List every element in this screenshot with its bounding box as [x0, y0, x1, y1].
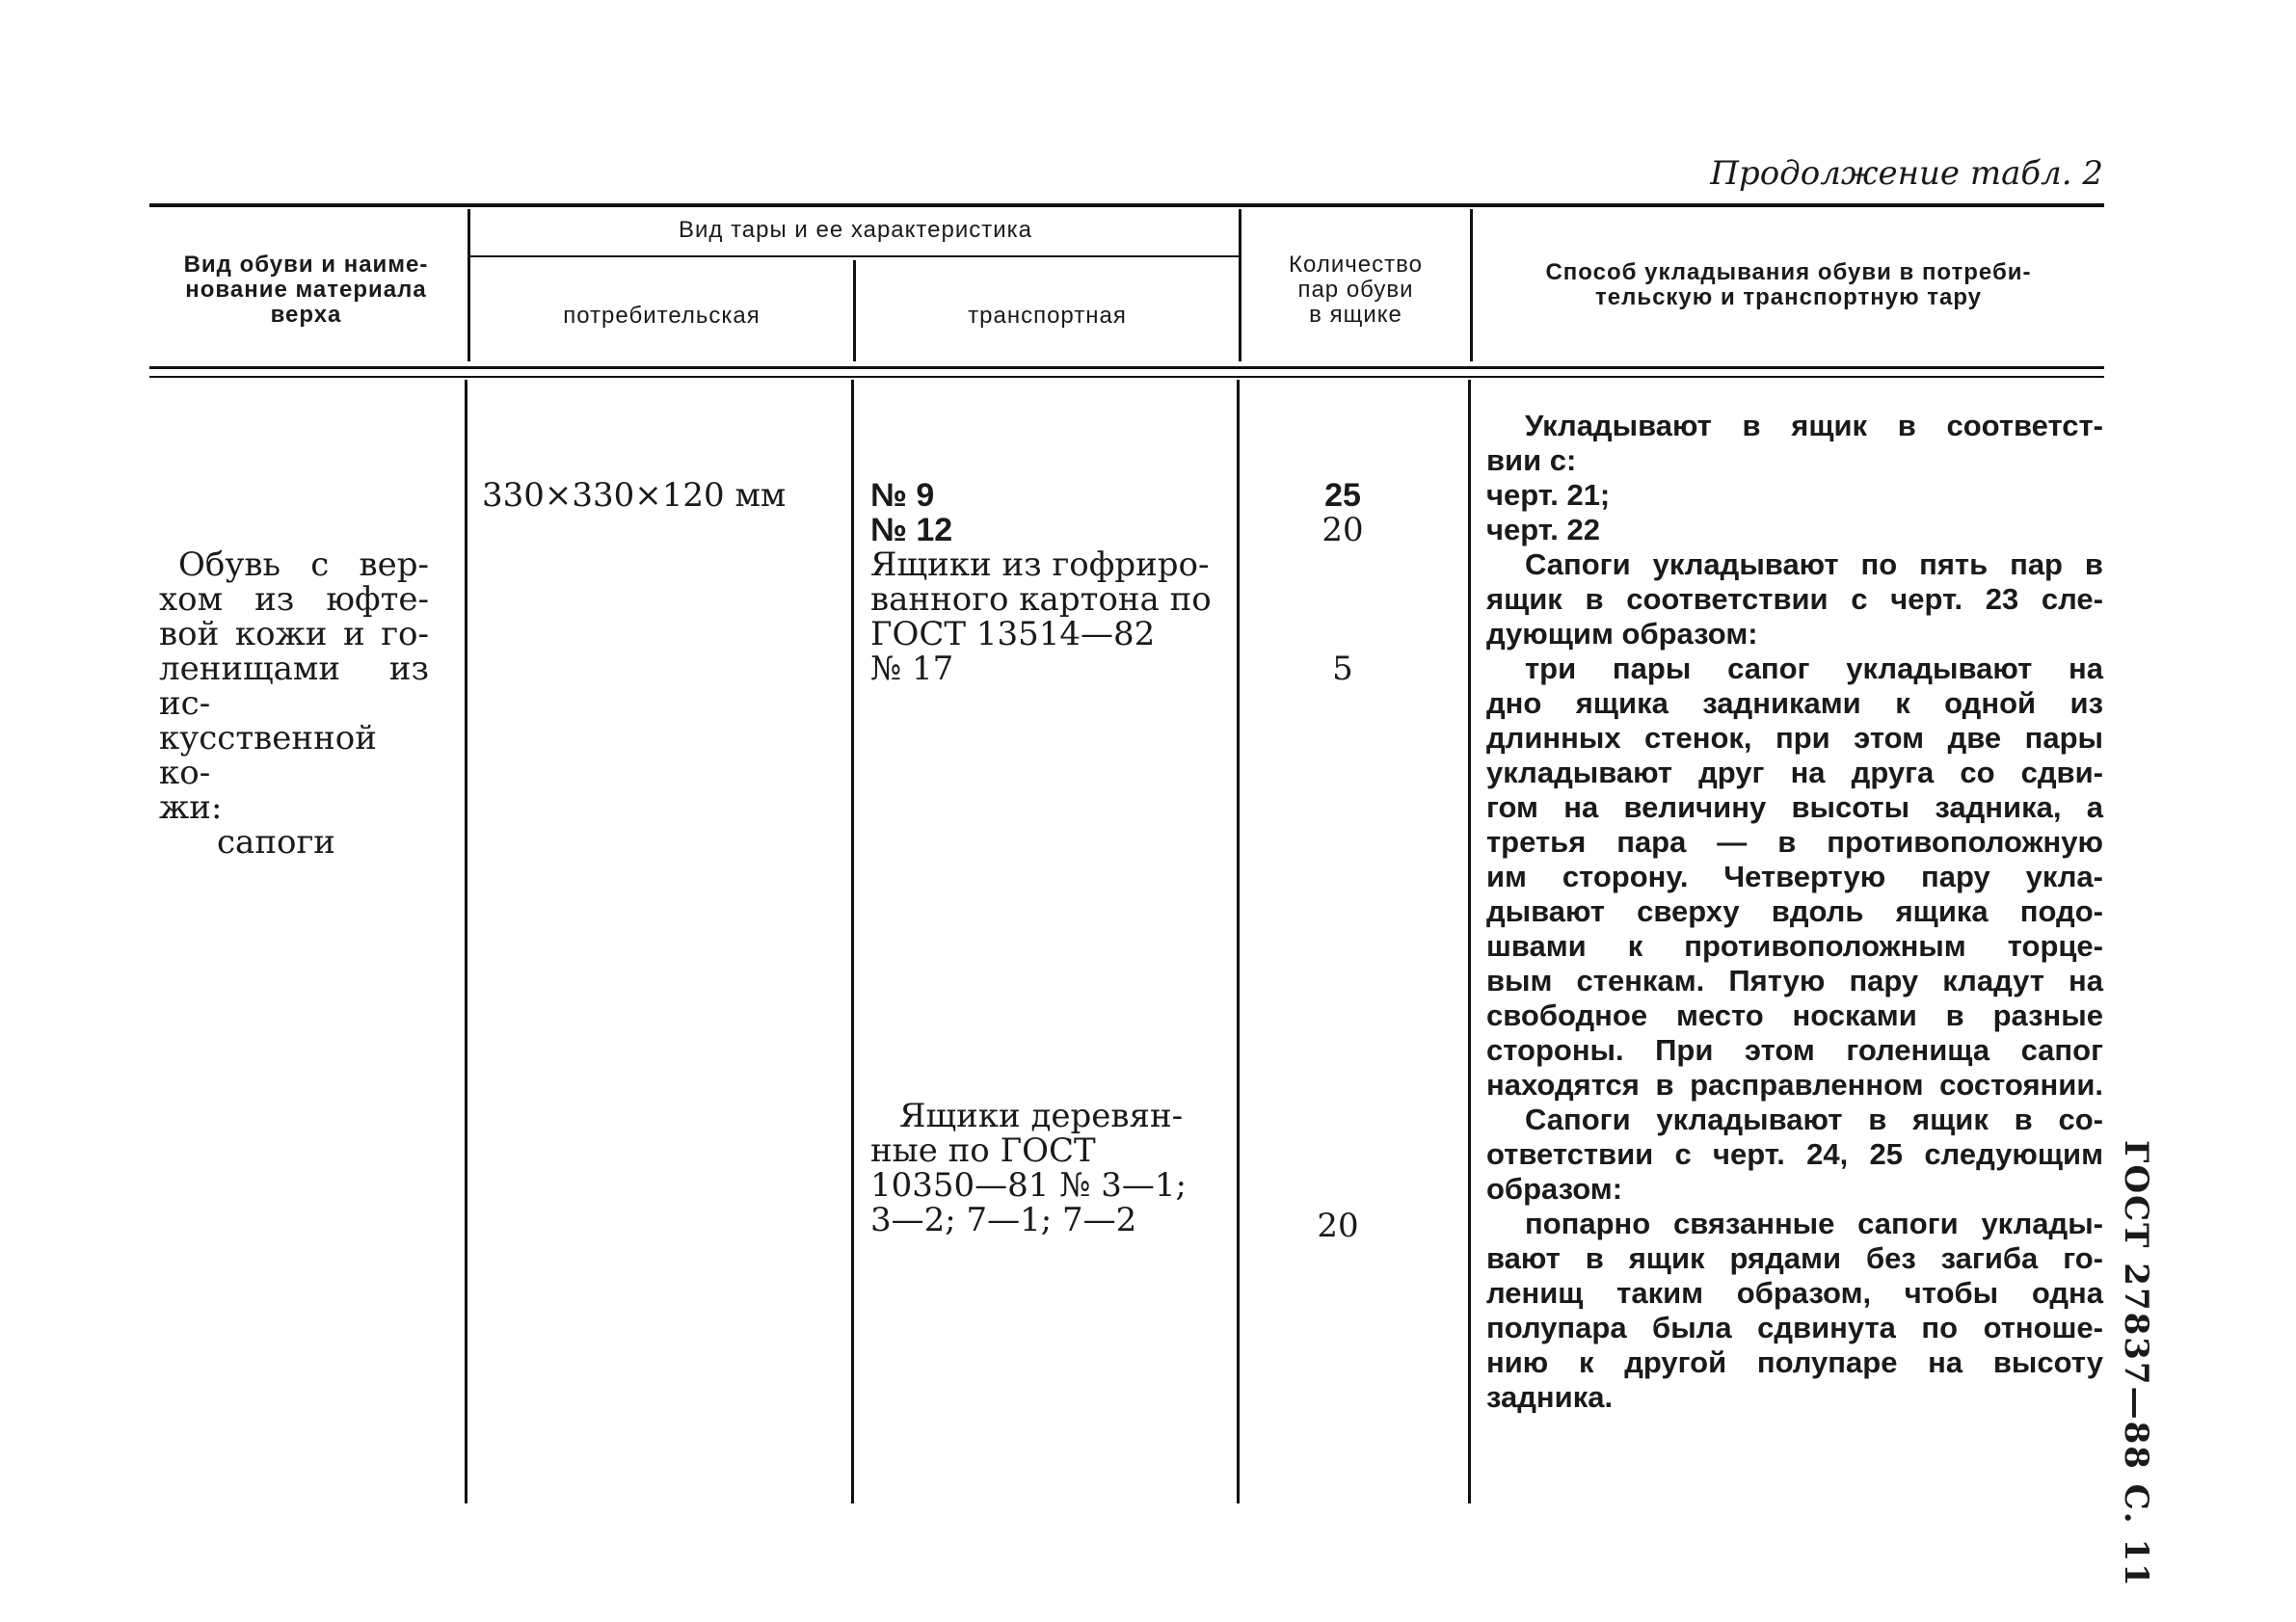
header-col1: Вид обуви и наиме- нование материала верха [183, 252, 429, 328]
header-col2: потребительская [563, 303, 761, 329]
vrule-body-3 [1237, 380, 1240, 1503]
qty-20-b: 20 [1317, 1207, 1359, 1245]
header-col3: транспортная [968, 303, 1127, 329]
vrule-body-2 [851, 380, 854, 1503]
qty-25: 25 [1324, 477, 1361, 514]
header-group: Вид тары и ее характеристика [679, 217, 1032, 243]
vrule-body-1 [465, 380, 467, 1503]
body-top-rule [149, 376, 2104, 378]
group-divider-rule [467, 255, 1239, 257]
cell-packing-method: Укладывают в ящик в соответст- вии с: черт. 21; черт. 22 Сапоги укладывают по пять пар в ящик в соответствии с черт. 23 сле- дующим образом: три пары сапог укладывают на дно ящика задниками к одной из длинных стенок, при этом две пары укладывают друг на друга со сдви- гом на величину высоты задника, а третья пара — в противоположную им сторону. Четвертую пару укла- дывают сверху вдоль ящика подо- швами к противоположным торце- вым стенкам. Пятую пару кладут на свободное место носками в разные стороны. При этом голенища сапог находятся в расправленном состоянии. Сапоги укладывают в ящик в со- ответствии с черт. 24, 25 следующим образом: попарно связанные сапоги уклады- вают в ящик рядами без загиба го- ленищ таким образом, чтобы одна полупара была сдвинута по отноше- нию к другой полупаре на высоту задника. [1486, 409, 2103, 1414]
vrule-header-1 [467, 209, 470, 361]
vrule-body-4 [1468, 380, 1471, 1503]
cell-material: Обувь с вер- хом из юфте- вой кожи и го- ленищами из ис- кусственной ко- жи: сапоги [159, 545, 429, 862]
header-col4: Количество пар обуви в ящике [1289, 252, 1423, 328]
continuation-title: Продолжение табл. 2 [1710, 154, 2103, 193]
header-bottom-rule [149, 366, 2104, 369]
header-col5: Способ укладывания обуви в потреби- тельскую и транспортную тару [1545, 259, 2032, 310]
qty-5: 5 [1332, 650, 1353, 688]
side-label: ГОСТ 27837—88 С. 11 [2117, 1140, 2155, 1588]
table-top-rule [149, 203, 2104, 207]
cell-consumer-package: 330×330×120 мм [482, 476, 787, 515]
qty-20-a: 20 [1322, 511, 1364, 549]
cell-transport-package-a: № 9 № 12 Ящики из гофриро- ванного картона по ГОСТ 13514—82 № 17 [870, 477, 1212, 688]
cell-transport-package-b: Ящики деревян- ные по ГОСТ 10350—81 № 3—1; 3—2; 7—1; 7—2 [870, 1097, 1187, 1239]
